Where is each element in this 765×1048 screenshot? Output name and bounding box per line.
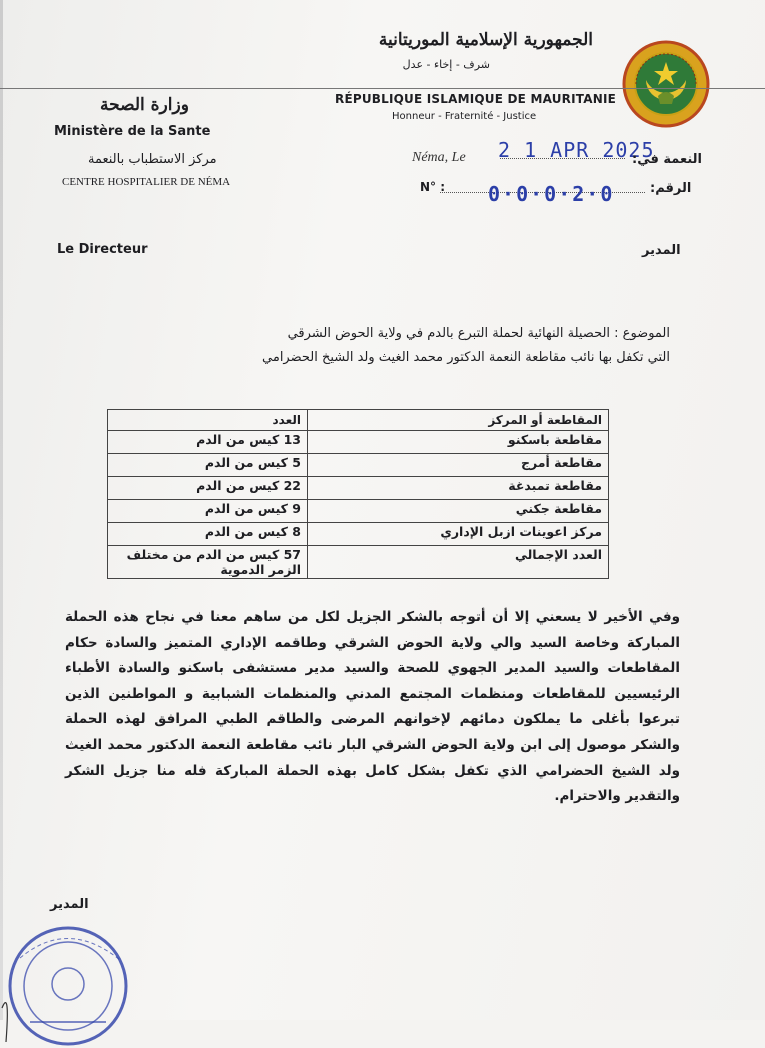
date-stamp: 2 1 APR 2025 [498,138,655,162]
total-count-cell: 57 كيس من الدم من مختلف الزمر الدموية [108,546,308,579]
subject-line-1: الموضوع : الحصيلة النهائية لحملة التبرع بالدم في ولاية الحوض الشرقي [287,326,670,341]
subject-line-2: التي تكفل بها نائب مقاطعة النعمة الدكتور محمد الغيث ولد الشيخ الحضرامي [262,350,670,365]
republic-title-fr: RÉPUBLIQUE ISLAMIQUE DE MAURITANIE [335,92,617,106]
signature-title-ar: المدير [50,897,89,912]
column-header-count: العدد [108,410,308,431]
total-label-cell: العدد الإجمالي [308,546,609,579]
header-rule [0,88,765,89]
count-cell: 5 كيس من الدم [108,454,308,477]
hospital-name-fr: CENTRE HOSPITALIER DE NÉMA [62,176,231,188]
motto-fr: Honneur - Fraternité - Justice [392,111,537,122]
page-edge [0,0,3,1020]
column-header-district: المقاطعة أو المركز [308,410,609,431]
table-row [108,477,609,500]
district-cell: مقاطعة جكني [308,500,609,523]
ministry-name-ar: وزارة الصحة [100,95,189,115]
motto-ar: شرف - إخاء - عدل [402,58,490,71]
reference-number-stamp: 0·0·0·2·0 [488,182,615,206]
count-cell: 8 كيس من الدم [108,523,308,546]
national-seal-icon [622,40,710,128]
table-total-row [108,546,609,579]
count-cell: 22 كيس من الدم [108,477,308,500]
ministry-name-fr: Ministère de la Sante [54,124,211,139]
table-row [108,431,609,454]
table-row [108,454,609,477]
district-cell: مقاطعة تمبدغة [308,477,609,500]
table-header-row [108,410,609,431]
count-cell: 9 كيس من الدم [108,500,308,523]
thanks-paragraph: وفي الأخير لا يسعني إلا أن أتوجه بالشكر الجزيل لكل من ساهم معنا في نجاح هذه الحملة المباركة وخاصة السيد والي ولاية الحوض الشرقي وطاقمه الإداري المتميز والسادة حكام المقاطعات والسيد المدير الجهوي للصحة والسيد مدير مستشفى باسكنو والسادة الأطباء الرئيسيين للمقاطعات ومنظمات المجتمع المدني والمنظمات الشبابية و المواطنين الذين تبرعوا بأغلى ما يملكون دمائهم لإخوانهم المرضى والطاقم الطبي المرافق لهذه الحملة والشكر موصول إلى ابن ولاية الحوض الشرقي البار نائب مقاطعة النعمة الدكتور محمد الغيث ولد الشيخ الحضرامي الذي تكفل بشكل كامل بهذه الحملة المباركة فله منا جزيل الشكر والتقدير والاحترام. [65,609,680,805]
reference-label-ar: الرقم: [650,181,692,196]
official-stamp-icon [0,918,150,1048]
director-title-ar: المدير [642,243,681,258]
table-row [108,523,609,546]
subject [50,322,670,370]
count-cell: 13 كيس من الدم [108,431,308,454]
district-cell: مقاطعة باسكنو [308,431,609,454]
hospital-name-ar: مركز الاستطباب بالنعمة [88,152,217,167]
table-row [108,500,609,523]
district-cell: مركز اعوينات ازبل الإداري [308,523,609,546]
reference-label-fr: N° : [420,180,446,194]
district-cell: مقاطعة أمرج [308,454,609,477]
place-label-fr: Néma, Le [412,150,466,165]
republic-title-ar: الجمهورية الإسلامية الموريتانية [378,30,593,50]
place-label-ar: النعمة في: [632,152,702,167]
director-title-fr: Le Directeur [57,242,148,257]
donations-table [107,409,609,579]
